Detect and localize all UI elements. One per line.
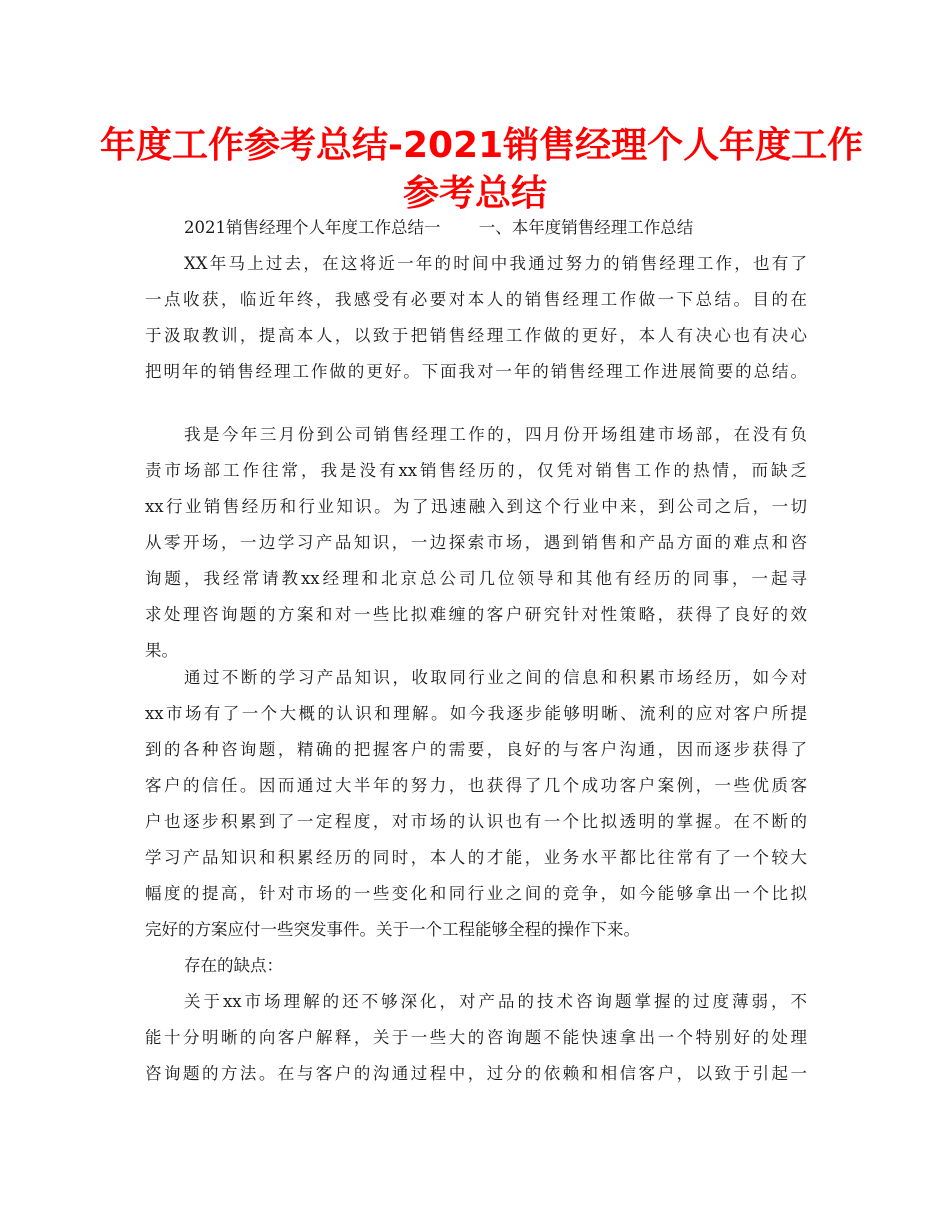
paragraph-line: 求处理咨询题的方案和对一些比拟难缠的客户研究针对性策略，获得了良好的效: [145, 605, 807, 624]
paragraph-line: xx市场有了一个大概的认识和理解。如今我逐步能够明晰、流利的应对客户所提: [145, 704, 807, 723]
paragraph-line: 户也逐步积累到了一定程度，对市场的认识也有一个比拟透明的掌握。在不断的: [145, 812, 807, 831]
document-title-line-1: 年度工作参考总结-2021销售经理个人年度工作: [100, 125, 864, 166]
paragraph-line: 一点收获，临近年终，我感受有必要对本人的销售经理工作做一下总结。目的在: [145, 290, 807, 309]
paragraph-line: 存在的缺点：: [184, 956, 283, 975]
paragraph-line: 责市场部工作往常，我是没有xx销售经历的，仅凭对销售工作的热情，而缺乏: [145, 461, 807, 480]
paragraph-line: 通过不断的学习产品知识，收取同行业之间的信息和积累市场经历，如今对: [184, 668, 807, 687]
paragraph-line: 幅度的提高，针对市场的一些变化和同行业之间的竞争，如今能够拿出一个比拟: [145, 884, 807, 903]
paragraph-line: 关于xx市场理解的还不够深化，对产品的技术咨询题掌握的过度薄弱，不: [184, 992, 807, 1011]
paragraph-line: 完好的方案应付一些突发事件。关于一个工程能够全程的操作下来。: [145, 920, 640, 939]
paragraph-line: 我是今年三月份到公司销售经理工作的，四月份开场组建市场部，在没有负: [184, 425, 807, 444]
paragraph-line: 到的各种咨询题，精确的把握客户的需要，良好的与客户沟通，因而逐步获得了: [145, 740, 807, 759]
section-heading: 2021销售经理个人年度工作总结一 一、本年度销售经理工作总结: [184, 218, 694, 237]
paragraph-line: 客户的信任。因而通过大半年的努力，也获得了几个成功客户案例，一些优质客: [145, 776, 807, 795]
paragraph-line: 学习产品知识和积累经历的同时，本人的才能，业务水平都比往常有了一个较大: [145, 848, 807, 867]
paragraph-line: 把明年的销售经理工作做的更好。下面我对一年的销售经理工作进展简要的总结。: [145, 362, 807, 381]
paragraph-line: 于汲取教训，提高本人，以致于把销售经理工作做的更好，本人有决心也有决心: [145, 326, 807, 345]
paragraph-line: xx行业销售经历和行业知识。为了迅速融入到这个行业中来，到公司之后，一切: [145, 497, 807, 516]
paragraph-line: XX年马上过去，在这将近一年的时间中我通过努力的销售经理工作，也有了: [184, 254, 807, 273]
paragraph-line: 询题，我经常请教xx经理和北京总公司几位领导和其他有经历的同事，一起寻: [145, 569, 807, 588]
paragraph-line: 果。: [145, 641, 178, 660]
document-title-line-2: 参考总结: [402, 173, 547, 214]
paragraph-line: 能十分明晰的向客户解释，关于一些大的咨询题不能快速拿出一个特别好的处理: [145, 1028, 807, 1047]
paragraph-line: 咨询题的方法。在与客户的沟通过程中，过分的依赖和相信客户，以致于引起一: [145, 1064, 807, 1083]
paragraph-line: 从零开场，一边学习产品知识，一边探索市场，遇到销售和产品方面的难点和咨: [145, 533, 807, 552]
